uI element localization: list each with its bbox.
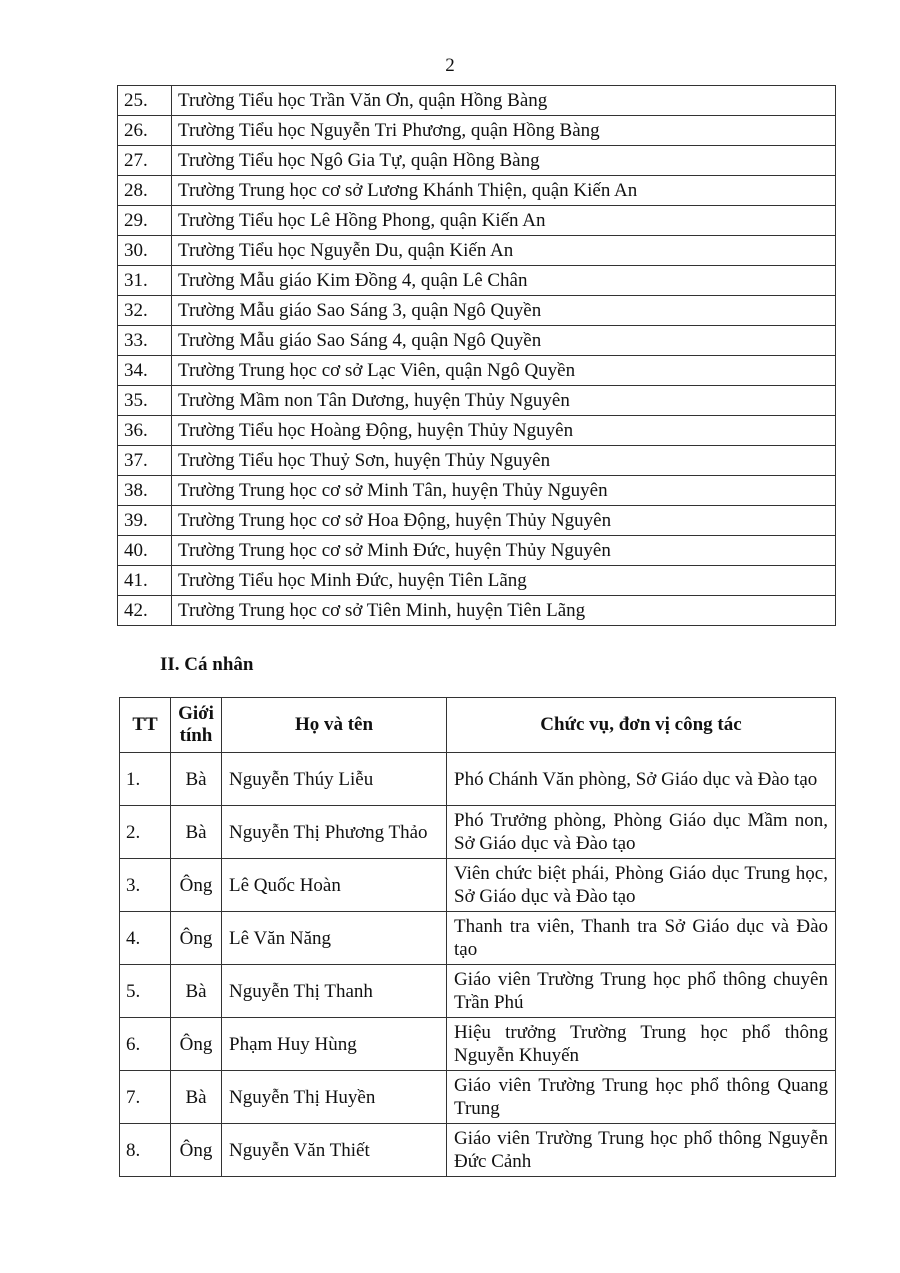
organization-row bbox=[118, 506, 836, 536]
individual-name: Phạm Huy Hùng bbox=[222, 1018, 447, 1071]
organization-name: Trường Tiểu học Thuỷ Sơn, huyện Thủy Nguyên bbox=[172, 446, 836, 476]
header-name: Họ và tên bbox=[222, 698, 447, 753]
organization-number: 34. bbox=[118, 356, 172, 386]
organization-name: Trường Mẫu giáo Kim Đồng 4, quận Lê Chân bbox=[172, 266, 836, 296]
individual-gender: Bà bbox=[171, 1071, 222, 1124]
organization-row bbox=[118, 146, 836, 176]
individual-row bbox=[120, 1071, 836, 1124]
organization-number: 38. bbox=[118, 476, 172, 506]
organization-name: Trường Trung học cơ sở Tiên Minh, huyện Tiên Lãng bbox=[172, 596, 836, 626]
individual-name: Nguyễn Thị Huyền bbox=[222, 1071, 447, 1124]
individual-tt: 2. bbox=[120, 806, 171, 859]
individual-gender: Ông bbox=[171, 1124, 222, 1177]
individual-tt: 3. bbox=[120, 859, 171, 912]
individual-tt: 1. bbox=[120, 753, 171, 806]
individual-tt: 5. bbox=[120, 965, 171, 1018]
header-gender-label: Giới tính bbox=[178, 703, 214, 746]
individual-name: Nguyễn Thị Thanh bbox=[222, 965, 447, 1018]
individual-name: Nguyễn Văn Thiết bbox=[222, 1124, 447, 1177]
page-number: 2 bbox=[445, 55, 455, 76]
organization-row bbox=[118, 596, 836, 626]
organization-number: 36. bbox=[118, 416, 172, 446]
individual-gender: Ông bbox=[171, 1018, 222, 1071]
individual-position: Giáo viên Trường Trung học phổ thông Nguyễn Đức Cảnh bbox=[447, 1124, 836, 1177]
individual-row bbox=[120, 753, 836, 806]
organization-name: Trường Mẫu giáo Sao Sáng 4, quận Ngô Quyền bbox=[172, 326, 836, 356]
header-position: Chức vụ, đơn vị công tác bbox=[447, 698, 836, 753]
organization-row bbox=[118, 476, 836, 506]
individual-row bbox=[120, 965, 836, 1018]
organization-row bbox=[118, 236, 836, 266]
individual-position: Phó Trưởng phòng, Phòng Giáo dục Mầm non, Sở Giáo dục và Đào tạo bbox=[447, 806, 836, 859]
organization-name: Trường Tiểu học Ngô Gia Tự, quận Hồng Bàng bbox=[172, 146, 836, 176]
individual-tt: 7. bbox=[120, 1071, 171, 1124]
organization-number: 28. bbox=[118, 176, 172, 206]
individuals-table-body bbox=[120, 753, 836, 1177]
organization-name: Trường Trung học cơ sở Lương Khánh Thiện, quận Kiến An bbox=[172, 176, 836, 206]
individual-gender: Bà bbox=[171, 965, 222, 1018]
organization-number: 25. bbox=[118, 86, 172, 116]
organization-number: 29. bbox=[118, 206, 172, 236]
organization-row bbox=[118, 86, 836, 116]
organization-name: Trường Trung học cơ sở Lạc Viên, quận Ngô Quyền bbox=[172, 356, 836, 386]
organization-number: 41. bbox=[118, 566, 172, 596]
organization-number: 31. bbox=[118, 266, 172, 296]
individual-row bbox=[120, 806, 836, 859]
individual-row bbox=[120, 1124, 836, 1177]
organization-row bbox=[118, 296, 836, 326]
individuals-table bbox=[119, 697, 836, 1177]
organization-row bbox=[118, 386, 836, 416]
individual-position: Phó Chánh Văn phòng, Sở Giáo dục và Đào tạo bbox=[447, 753, 836, 806]
organization-name: Trường Tiểu học Minh Đức, huyện Tiên Lãng bbox=[172, 566, 836, 596]
organization-number: 42. bbox=[118, 596, 172, 626]
organization-number: 37. bbox=[118, 446, 172, 476]
individuals-table-header bbox=[120, 698, 836, 753]
organization-row bbox=[118, 266, 836, 296]
organization-row bbox=[118, 416, 836, 446]
individual-gender: Bà bbox=[171, 806, 222, 859]
organization-table bbox=[117, 85, 836, 626]
individual-gender: Ông bbox=[171, 912, 222, 965]
organization-number: 39. bbox=[118, 506, 172, 536]
organization-number: 35. bbox=[118, 386, 172, 416]
organization-number: 26. bbox=[118, 116, 172, 146]
organization-row bbox=[118, 446, 836, 476]
organization-number: 33. bbox=[118, 326, 172, 356]
header-gender bbox=[171, 698, 222, 753]
individual-position: Giáo viên Trường Trung học phổ thông chuyên Trần Phú bbox=[447, 965, 836, 1018]
organization-name: Trường Tiểu học Hoàng Động, huyện Thủy Nguyên bbox=[172, 416, 836, 446]
individual-name: Nguyễn Thị Phương Thảo bbox=[222, 806, 447, 859]
organization-row bbox=[118, 356, 836, 386]
organization-number: 27. bbox=[118, 146, 172, 176]
organization-row bbox=[118, 116, 836, 146]
individual-name: Lê Văn Năng bbox=[222, 912, 447, 965]
individual-name: Nguyễn Thúy Liễu bbox=[222, 753, 447, 806]
individual-gender: Bà bbox=[171, 753, 222, 806]
organization-number: 30. bbox=[118, 236, 172, 266]
individual-tt: 8. bbox=[120, 1124, 171, 1177]
individual-position: Viên chức biệt phái, Phòng Giáo dục Trung học, Sở Giáo dục và Đào tạo bbox=[447, 859, 836, 912]
organization-table-body bbox=[118, 86, 836, 626]
organization-row bbox=[118, 566, 836, 596]
section-heading-individuals: II. Cá nhân bbox=[160, 654, 254, 675]
organization-name: Trường Tiểu học Nguyễn Tri Phương, quận Hồng Bàng bbox=[172, 116, 836, 146]
organization-name: Trường Trung học cơ sở Minh Đức, huyện Thủy Nguyên bbox=[172, 536, 836, 566]
header-tt: TT bbox=[120, 698, 171, 753]
individual-tt: 6. bbox=[120, 1018, 171, 1071]
individual-gender: Ông bbox=[171, 859, 222, 912]
organization-row bbox=[118, 326, 836, 356]
organization-name: Trường Mầm non Tân Dương, huyện Thủy Nguyên bbox=[172, 386, 836, 416]
individual-name: Lê Quốc Hoàn bbox=[222, 859, 447, 912]
individual-row bbox=[120, 859, 836, 912]
organization-row bbox=[118, 176, 836, 206]
header-row bbox=[120, 698, 836, 753]
organization-name: Trường Mẫu giáo Sao Sáng 3, quận Ngô Quyền bbox=[172, 296, 836, 326]
organization-row bbox=[118, 206, 836, 236]
organization-name: Trường Tiểu học Lê Hồng Phong, quận Kiến An bbox=[172, 206, 836, 236]
organization-name: Trường Tiểu học Nguyễn Du, quận Kiến An bbox=[172, 236, 836, 266]
individual-position: Thanh tra viên, Thanh tra Sở Giáo dục và Đào tạo bbox=[447, 912, 836, 965]
individual-tt: 4. bbox=[120, 912, 171, 965]
organization-name: Trường Trung học cơ sở Hoa Động, huyện Thủy Nguyên bbox=[172, 506, 836, 536]
organization-name: Trường Trung học cơ sở Minh Tân, huyện Thủy Nguyên bbox=[172, 476, 836, 506]
organization-row bbox=[118, 536, 836, 566]
organization-number: 40. bbox=[118, 536, 172, 566]
organization-number: 32. bbox=[118, 296, 172, 326]
individual-position: Hiệu trưởng Trường Trung học phổ thông Nguyễn Khuyến bbox=[447, 1018, 836, 1071]
individual-row bbox=[120, 1018, 836, 1071]
individual-row bbox=[120, 912, 836, 965]
individual-position: Giáo viên Trường Trung học phổ thông Quang Trung bbox=[447, 1071, 836, 1124]
organization-name: Trường Tiểu học Trần Văn Ơn, quận Hồng Bàng bbox=[172, 86, 836, 116]
